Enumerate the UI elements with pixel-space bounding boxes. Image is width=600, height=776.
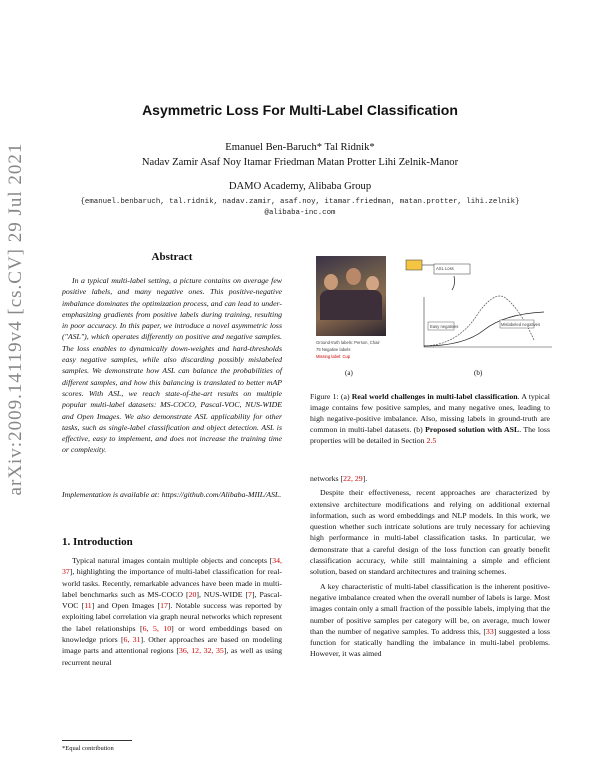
citation[interactable]: 6, 31	[123, 635, 141, 645]
paragraph-3: A key characteristic of multi-label classification is the inherent positive-negative imbalance created when the overall number of labels is large. Most images contain only a small fraction of the possible labels, implying that the number of positive samples per category will be, on average, much lower than the number of negative samples. To address this, [33] suggested a loss function for statically handling the imbalance in multi-label problems. However, it was aimed	[310, 581, 550, 659]
figure-1a-label: (a)	[345, 369, 353, 377]
authors-line-2: Nadav Zamir Asaf Noy Itamar Friedman Matan Protter Lihi Zelnik-Manor	[141, 157, 459, 168]
citation[interactable]: 20	[188, 589, 197, 599]
citation[interactable]: 33	[485, 626, 494, 636]
right-column-text: networks [22, 29]. Despite their effectiveness, recent approaches are characterized by extensive architecture modifications and relying on additional external information, such as word embeddings and NLP models. In this work, we question whether such intricate solutions are truly necessary for achieving high performance in multi-label classification tasks. In particular, we demonstrate that a careful design of the loss function can greatly benefit classification accuracy, while still maintaining a simple and efficient solution, based on standard architectures and training schemes. A key characteristic of multi-label classification is the inherent positive-negative imbalance created when the overall number of labels is large. Most images contain only a small fraction of the possible labels, implying that the number of positive samples per category will be, on average, much lower than the number of negative samples. To address this, [33] suggested a loss function for statically handling the imbalance in multi-label problems. However, it was aimed	[310, 474, 550, 659]
affiliation: DAMO Academy, Alibaba Group	[228, 181, 372, 192]
figure-1b-text-3: ASL Loss	[436, 266, 454, 271]
intro-paragraph: Typical natural images contain multiple objects and concepts [34, 37], highlighting the importance of multi-label classification for real-world tasks. Recently, remarkable advances have been made in multi-label benchmarks such as MS-COCO [20], NUS-WIDE [7], Pascal-VOC [11] and Open Images [17]. Notable success was reported by exploiting label correlation via graph neural networks which represent the label relationships [6, 5, 10] or word embeddings based on knowledge priors [6, 31]. Other approaches are based on modeling image parts and attentional regions [36, 12, 32, 35], as well as using recurrent neural	[62, 556, 283, 667]
citation[interactable]: 11	[84, 601, 92, 611]
citation[interactable]: 6, 5, 10	[142, 623, 172, 633]
emails-line-1: {emanuel.benbaruch, tal.ridnik, nadav.zamir, asaf.noy, itamar.friedman, matan.protter, lihi.zelnik}	[80, 198, 520, 206]
citation[interactable]: 22, 29	[343, 474, 363, 483]
citation[interactable]: 7	[248, 589, 252, 599]
footnote-rule	[62, 740, 132, 741]
figure-1a-text-3: Missing label: Cup	[316, 354, 351, 359]
intro-heading: 1. Introduction	[62, 536, 133, 548]
figure-1b-text-2: Mislabeled negatives	[501, 322, 541, 327]
citation[interactable]: 34, 37	[62, 556, 282, 577]
footnote: *Equal contribution	[62, 745, 114, 752]
paragraph-2: Despite their effectiveness, recent approaches are characterized by extensive architecture modifications and relying on additional external information, such as word embeddings and NLP models. In this work, we question whether such intricate solutions are truly necessary for achieving high performance in multi-label classification tasks. In particular, we demonstrate that a careful design of the loss function can greatly benefit classification accuracy, while still maintaining a simple and efficient solution, based on standard architectures and training schemes.	[310, 488, 550, 577]
emails-line-2: @alibaba-inc.com	[264, 209, 336, 217]
implementation-link[interactable]: Implementation is available at: https://github.com/Alibaba-MIIL/ASL.	[62, 490, 282, 499]
abstract-text: In a typical multi-label setting, a picture contains on average few positive labels, and many negative ones. This positive-negative imbalance dominates the optimization process, and can lead to under-emphasizing gradients from positive labels during training, resulting in poor accuracy. In this paper, we introduce a novel asymmetric loss ("ASL"), which operates differently on positive and negative samples. The loss enables to dynamically down-weights and hard-thresholds easy negative samples, while also discarding possibly mislabeled samples. We demonstrate how ASL can balance the probabilities of different samples, and how this balancing is translated to better mAP scores. With ASL, we reach state-of-the-art results on multiple popular multi-label datasets: MS-COCO, Pascal-VOC, NUS-WIDE and Open Images. We also demonstrate ASL applicability for other tasks, such as single-label classification and object detection. ASL is effective, easy to implement, and does not increase the training time or complexity.	[62, 276, 282, 455]
figure-1b-text-1: Easy negatives	[430, 324, 459, 329]
citation[interactable]: 36, 12, 32, 35	[178, 646, 224, 656]
figure-1-caption: Figure 1: (a) Real world challenges in multi-label classification. A typical image contains few positive samples, and many negative ones, leading to high negative-positive imbalance. Also, missing labels in ground-truth are common in multi-label datasets. (b) Proposed solution with ASL. The loss properties will be detailed in Section 2.5	[310, 392, 551, 445]
figure-1a-text-1: Ground-truth labels: Person, Chair	[316, 340, 380, 345]
figure-1a-photo	[316, 256, 386, 336]
arxiv-stamp: arXiv:2009.14119v4 [cs.CV] 29 Jul 2021	[5, 142, 26, 496]
authors-line-1: Emanuel Ben-Baruch* Tal Ridnik*	[225, 142, 375, 153]
section-ref[interactable]: 2.5	[426, 436, 437, 445]
figure-1b-label: (b)	[474, 369, 483, 377]
paper-title: Asymmetric Loss For Multi-Label Classification	[142, 102, 458, 118]
abstract-heading: Abstract	[151, 251, 193, 263]
citation[interactable]: 17	[160, 601, 168, 611]
figure-1a-text-2: 75 Negative labels	[316, 347, 351, 352]
figure-1b-diagram	[404, 252, 554, 352]
